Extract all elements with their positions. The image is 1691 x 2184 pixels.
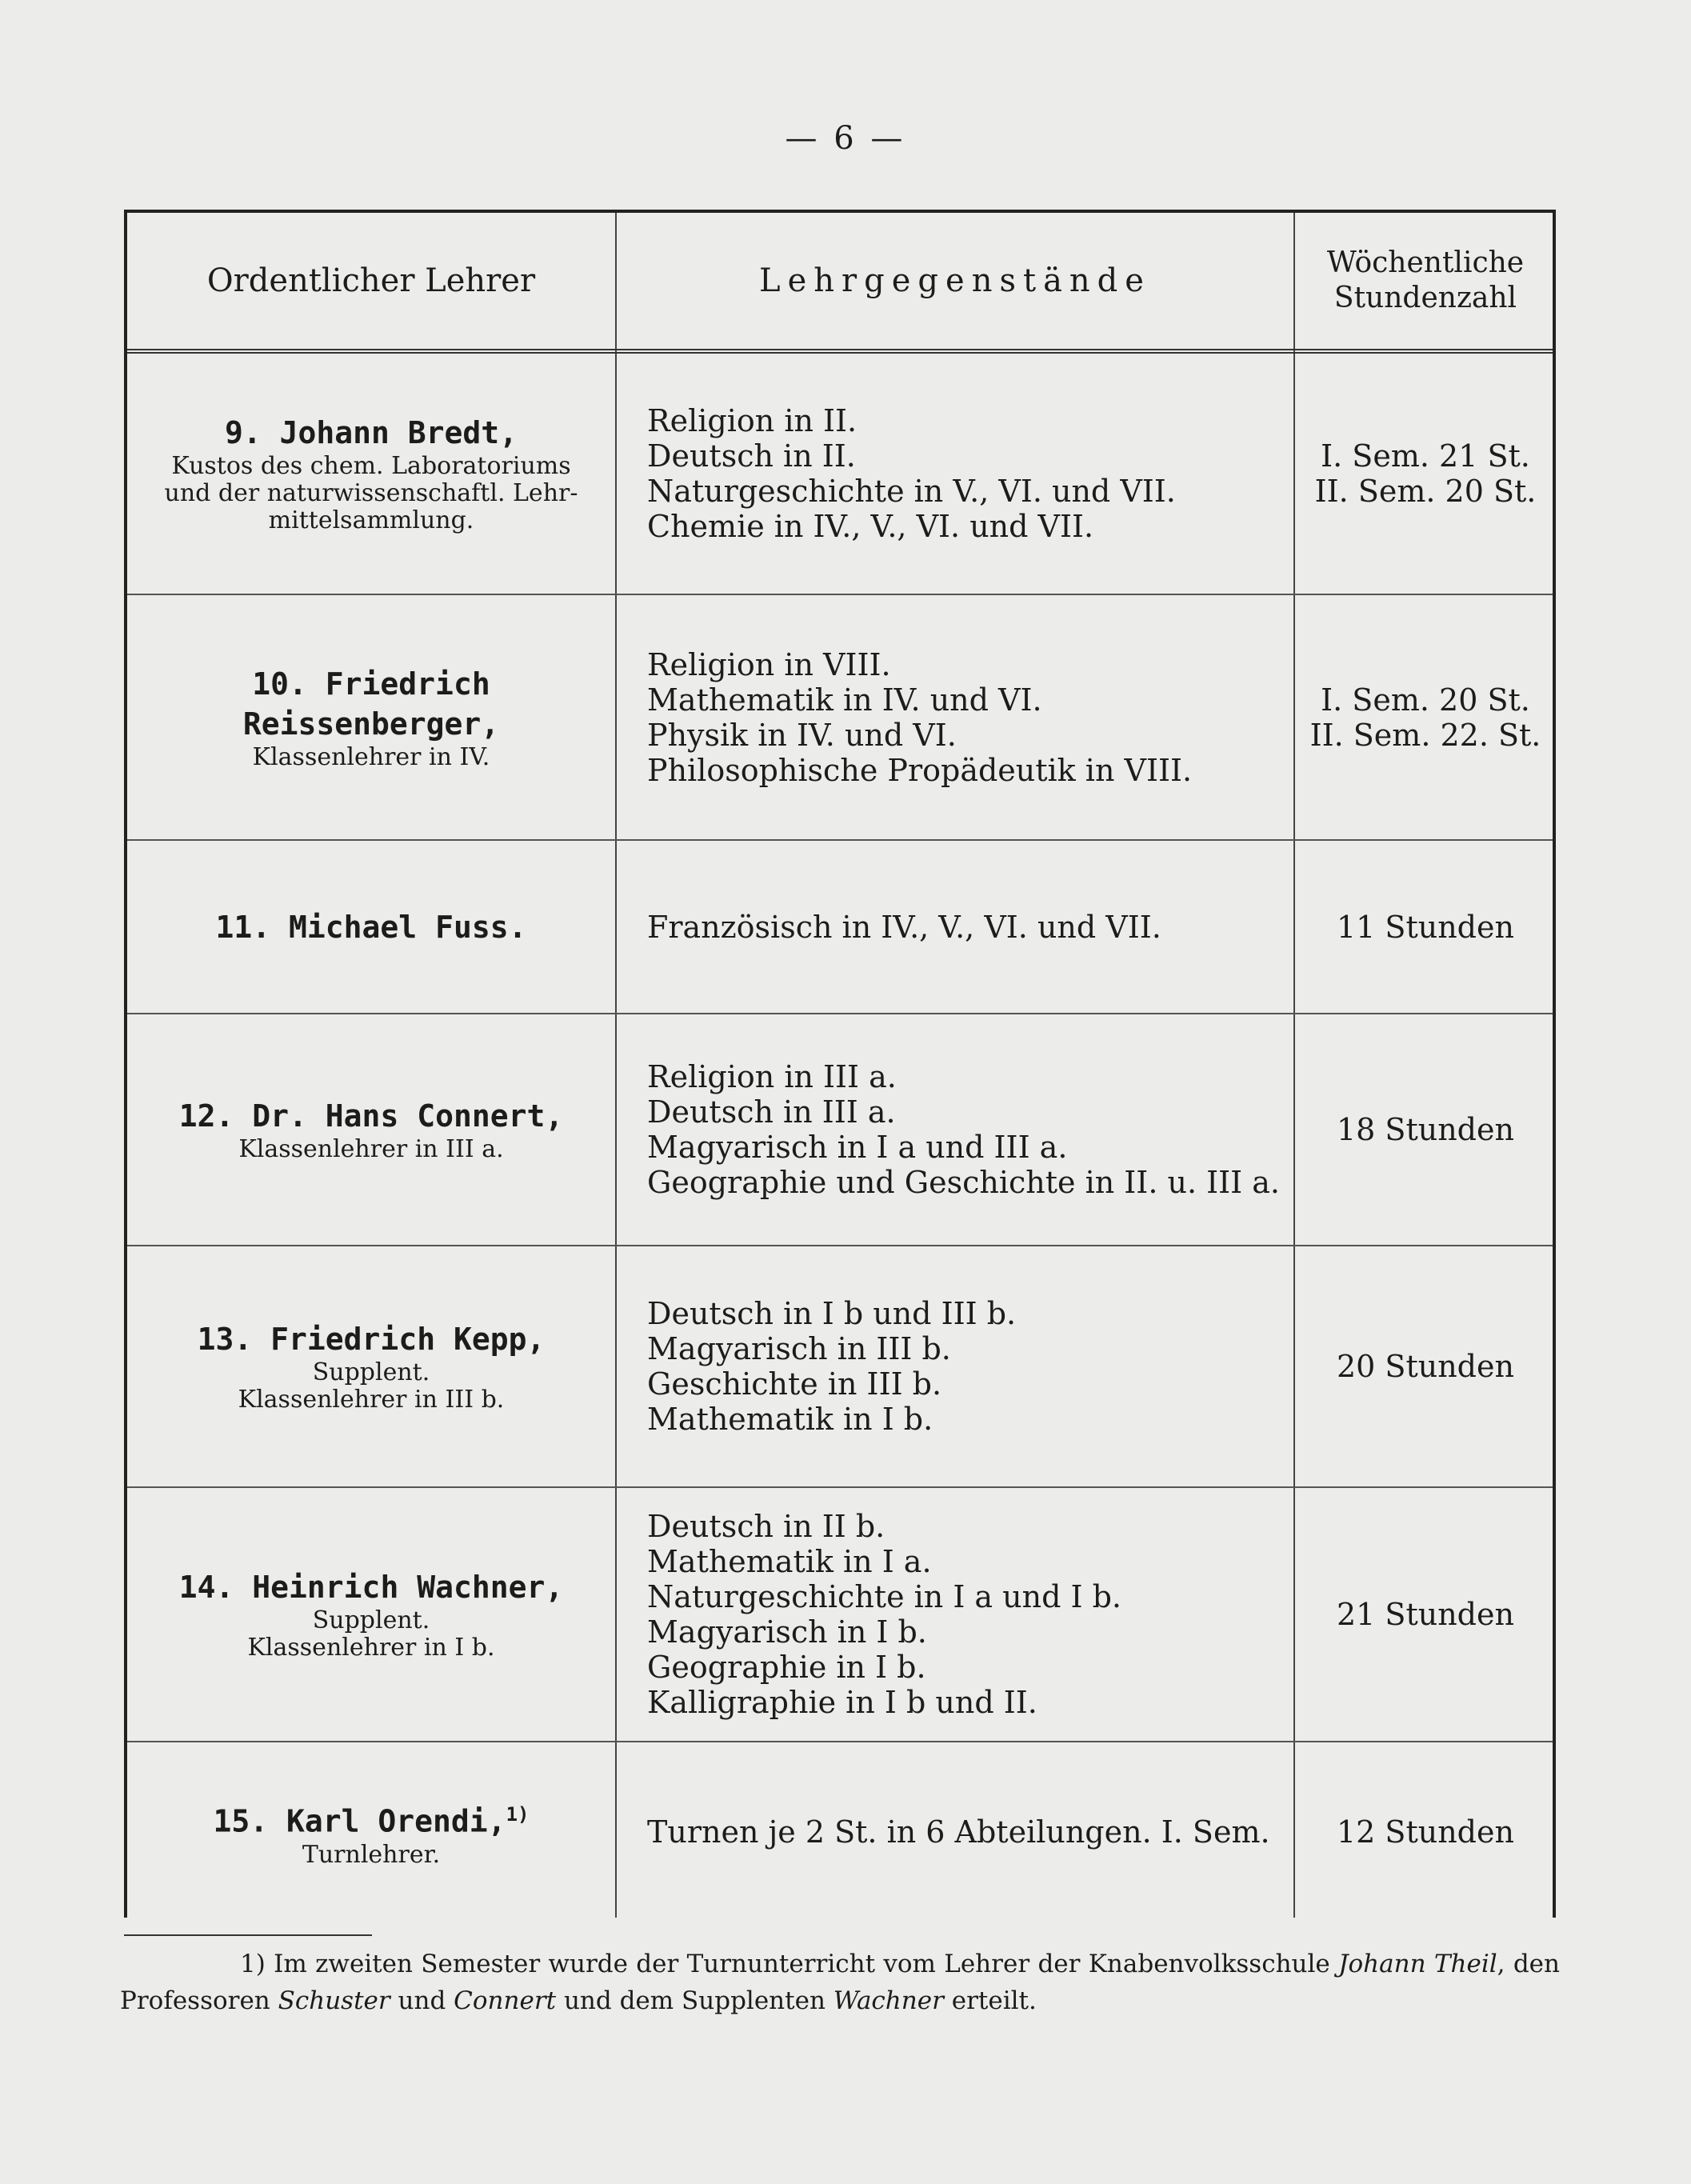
footnote-name: Connert [454,1986,557,2015]
footnote-ref: 1) [506,1803,530,1826]
teacher-role: mittelsammlung. [268,506,474,534]
teacher-cell [127,841,615,1013]
subject-line: Deutsch in II b. [647,1509,885,1544]
teacher-name: 12. Dr. Hans Connert, [178,1098,564,1134]
subject-line: Naturgeschichte in V., VI. und VII. [647,474,1176,509]
footnote-text: und dem Supplenten [556,1986,834,2015]
subject-line: Geschichte in III b. [647,1366,942,1402]
teacher-role: Supplent. [312,1358,430,1386]
teacher-name: 13. Friedrich Kepp, [197,1322,546,1357]
footnote [120,1946,1560,2019]
teacher-cell [127,1014,615,1245]
footnote-separator [124,1934,372,1936]
teacher-role: Supplent. [312,1606,430,1634]
hours-line: 20 Stunden [1337,1349,1514,1384]
hours-line: II. Sem. 22. St. [1309,717,1541,753]
hours-cell [1295,1014,1556,1245]
table-row [127,1014,1553,1246]
teacher-role: Turnlehrer. [302,1840,441,1869]
subject-line: Geographie und Geschichte in II. u. III a. [647,1165,1280,1200]
footnote-text: Im zweiten Semester wurde der Turnunterricht vom Lehrer der Knabenvolksschule [265,1950,1339,1978]
table-row [127,841,1553,1014]
teacher-name: 11. Michael Fuss. [215,909,527,945]
subject-line: Magyarisch in I b. [647,1614,927,1650]
footnote-name: Schuster [278,1986,390,2015]
subject-line: Deutsch in I b und III b. [647,1296,1017,1331]
header-hours [1295,213,1556,349]
subject-line: Chemie in IV., V., VI. und VII. [647,509,1094,544]
teacher-role: Klassenlehrer in I b. [247,1634,495,1662]
teacher-role: Klassenlehrer in III b. [238,1386,505,1414]
hours-line: 18 Stunden [1337,1112,1514,1147]
subject-line: Kalligraphie in I b und II. [647,1685,1037,1720]
hours-line: 21 Stunden [1337,1597,1514,1632]
subjects-cell [647,354,1367,594]
teacher-cell [127,1742,615,1921]
subject-line: Naturgeschichte in I a und I b. [647,1579,1122,1614]
subject-line: Religion in VIII. [647,646,891,682]
subjects-cell [647,841,1367,1013]
hours-cell [1295,1246,1556,1486]
teacher-role: und der naturwissenschaftl. Lehr- [164,479,578,507]
subjects-cell [647,595,1367,839]
teacher-cell [127,1246,615,1486]
subject-line: Französisch in IV., V., VI. und VII. [647,909,1161,945]
teacher-name-text: 15. Karl Orendi, [213,1803,506,1839]
teacher-table [124,210,1556,1918]
subjects-cell [647,1246,1367,1486]
table-row [127,354,1553,595]
hours-line: I. Sem. 20 St. [1321,682,1530,718]
footnote-marker: 1) [240,1950,266,1978]
subject-line: Deutsch in III a. [647,1094,896,1130]
header-teacher: Ordentlicher Lehrer [206,262,536,299]
subject-line: Physik in IV. und VI. [647,717,957,753]
hours-cell [1295,1488,1556,1741]
footnote-name: Wachner [833,1986,944,2015]
subject-line: Religion in III a. [647,1059,897,1094]
subject-line: Geographie in I b. [647,1650,926,1685]
table-row [127,1488,1553,1742]
hours-line: II. Sem. 20 St. [1314,474,1537,509]
teacher-cell [127,595,615,839]
footnote-text: , den Professoren [120,1950,1560,2015]
subject-line: Mathematik in I a. [647,1544,932,1579]
table-row [127,1742,1553,1921]
subjects-cell [647,1014,1367,1245]
table-row [127,595,1553,841]
hours-line: I. Sem. 21 St. [1321,438,1530,474]
teacher-name: 14. Heinrich Wachner, [178,1570,564,1605]
table-header [127,213,1553,354]
hours-cell [1295,841,1556,1013]
header-hours-line1: Wöchentliche [1326,246,1525,279]
subject-line: Magyarisch in I a und III a. [647,1130,1068,1165]
footnote-text: erteilt. [943,1986,1037,2015]
table-row [127,1246,1553,1488]
subject-line: Magyarisch in III b. [647,1331,951,1366]
subject-line: Mathematik in I b. [647,1402,933,1437]
page-number: — 6 — [785,120,906,157]
teacher-role: Klassenlehrer in III a. [238,1135,504,1163]
subjects-cell [647,1488,1367,1741]
hours-cell [1295,1742,1556,1921]
hours-cell [1295,595,1556,839]
teacher-name: 9. Johann Bredt, [224,415,518,450]
footnote-text: und [390,1986,454,2015]
teacher-role: Kustos des chem. Laboratoriums [171,452,571,480]
teacher-name [214,1794,530,1842]
subject-line: Deutsch in II. [647,438,856,474]
teacher-cell [127,1488,615,1741]
teacher-cell [127,354,615,594]
subject-line: Turnen je 2 St. in 6 Abteilungen. I. Sem. [647,1814,1270,1850]
subject-line: Religion in II. [647,403,857,438]
hours-line: 12 Stunden [1337,1814,1514,1850]
hours-cell [1295,354,1556,594]
footnote-name: Johann Theil [1338,1950,1497,1978]
header-subjects: Lehrgegenstände [759,262,1151,299]
subjects-cell [647,1742,1367,1921]
subject-line: Mathematik in IV. und VI. [647,682,1042,718]
teacher-name: 10. Friedrich Reissenberger, [242,666,500,742]
hours-line: 11 Stunden [1337,909,1514,945]
subject-line: Philosophische Propädeutik in VIII. [647,752,1193,788]
header-hours-line2: Stundenzahl [1333,282,1517,314]
teacher-role: Klassenlehrer in IV. [252,742,490,771]
